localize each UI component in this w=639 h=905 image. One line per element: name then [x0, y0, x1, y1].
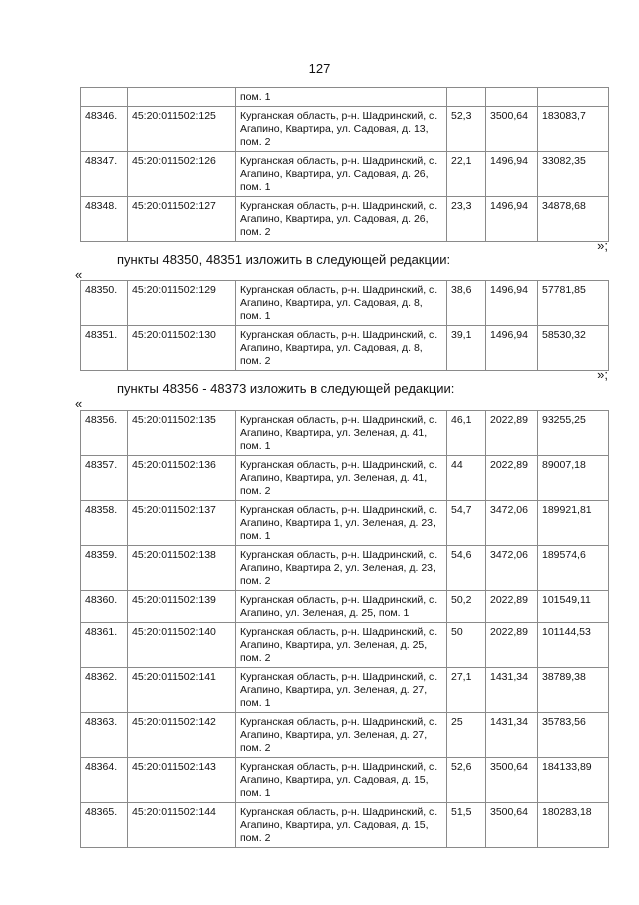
property-table-3 [80, 410, 609, 848]
cadastral-number-cell [128, 88, 236, 107]
table-row [81, 803, 609, 848]
value-cell: 35783,56 [538, 713, 609, 758]
row-number-cell [81, 88, 128, 107]
cadastral-number-cell: 45:20:011502:138 [128, 546, 236, 591]
table-row [81, 281, 609, 326]
row-number-cell: 48363. [81, 713, 128, 758]
closing-quote: »; [597, 238, 608, 253]
table-row [81, 591, 609, 623]
address-cell: Курганская область, р-н. Шадринский, с. Агапино, Квартира 1, ул. Зеленая, д. 23, пом. 1 [236, 501, 447, 546]
cadastral-number-cell: 45:20:011502:126 [128, 152, 236, 197]
row-number-cell: 48348. [81, 197, 128, 242]
table-row [81, 152, 609, 197]
value-cell: 180283,18 [538, 803, 609, 848]
address-cell: Курганская область, р-н. Шадринский, с. Агапино, Квартира, ул. Садовая, д. 15, пом. 2 [236, 803, 447, 848]
rate-cell: 3500,64 [486, 758, 538, 803]
area-cell: 25 [447, 713, 486, 758]
cadastral-number-cell: 45:20:011502:143 [128, 758, 236, 803]
cadastral-number-cell: 45:20:011502:129 [128, 281, 236, 326]
area-cell: 52,3 [447, 107, 486, 152]
opening-quote: « [75, 267, 83, 282]
cadastral-number-cell: 45:20:011502:142 [128, 713, 236, 758]
rate-cell: 1496,94 [486, 152, 538, 197]
row-number-cell: 48362. [81, 668, 128, 713]
address-cell: Курганская область, р-н. Шадринский, с. Агапино, Квартира, ул. Садовая, д. 13, пом. 2 [236, 107, 447, 152]
address-cell: Курганская область, р-н. Шадринский, с. Агапино, Квартира 2, ул. Зеленая, д. 23, пом. 2 [236, 546, 447, 591]
amendment-paragraph: пункты 48350, 48351 изложить в следующей редакции: [117, 252, 451, 267]
address-cell: Курганская область, р-н. Шадринский, с. Агапино, Квартира, ул. Зеленая, д. 25, пом. 2 [236, 623, 447, 668]
property-table-1 [80, 87, 609, 242]
rate-cell: 1431,34 [486, 668, 538, 713]
cadastral-number-cell: 45:20:011502:141 [128, 668, 236, 713]
row-number-cell: 48350. [81, 281, 128, 326]
cadastral-number-cell: 45:20:011502:137 [128, 501, 236, 546]
address-cell: Курганская область, р-н. Шадринский, с. Агапино, ул. Зеленая, д. 25, пом. 1 [236, 591, 447, 623]
cadastral-number-cell: 45:20:011502:139 [128, 591, 236, 623]
table-row [81, 411, 609, 456]
table-row [81, 713, 609, 758]
cadastral-number-cell: 45:20:011502:127 [128, 197, 236, 242]
address-cell: Курганская область, р-н. Шадринский, с. Агапино, Квартира, ул. Садовая, д. 8, пом. 2 [236, 326, 447, 371]
table-row [81, 326, 609, 371]
value-cell: 101549,11 [538, 591, 609, 623]
closing-quote: »; [597, 367, 608, 382]
table-row [81, 107, 609, 152]
row-number-cell: 48358. [81, 501, 128, 546]
table-row [81, 197, 609, 242]
cadastral-number-cell: 45:20:011502:136 [128, 456, 236, 501]
area-cell: 52,6 [447, 758, 486, 803]
rate-cell: 3472,06 [486, 546, 538, 591]
area-cell: 54,6 [447, 546, 486, 591]
address-cell: Курганская область, р-н. Шадринский, с. Агапино, Квартира, ул. Садовая, д. 26, пом. 1 [236, 152, 447, 197]
rate-cell: 3500,64 [486, 803, 538, 848]
row-number-cell: 48360. [81, 591, 128, 623]
opening-quote: « [75, 396, 83, 411]
rate-cell: 3500,64 [486, 107, 538, 152]
row-number-cell: 48347. [81, 152, 128, 197]
row-number-cell: 48365. [81, 803, 128, 848]
rate-cell: 2022,89 [486, 411, 538, 456]
value-cell: 184133,89 [538, 758, 609, 803]
rate-cell: 3472,06 [486, 501, 538, 546]
value-cell: 93255,25 [538, 411, 609, 456]
row-number-cell: 48356. [81, 411, 128, 456]
table-row [81, 456, 609, 501]
page-number: 127 [308, 61, 331, 76]
table-row [81, 758, 609, 803]
cadastral-number-cell: 45:20:011502:135 [128, 411, 236, 456]
area-cell: 22,1 [447, 152, 486, 197]
rate-cell: 1496,94 [486, 197, 538, 242]
cadastral-number-cell: 45:20:011502:130 [128, 326, 236, 371]
area-cell: 46,1 [447, 411, 486, 456]
rate-cell: 1496,94 [486, 326, 538, 371]
rate-cell: 2022,89 [486, 623, 538, 668]
area-cell: 44 [447, 456, 486, 501]
area-cell: 50,2 [447, 591, 486, 623]
address-cell: Курганская область, р-н. Шадринский, с. Агапино, Квартира, ул. Зеленая, д. 27, пом. 2 [236, 713, 447, 758]
value-cell: 33082,35 [538, 152, 609, 197]
property-table-2 [80, 280, 609, 371]
row-number-cell: 48357. [81, 456, 128, 501]
value-cell [538, 88, 609, 107]
row-number-cell: 48346. [81, 107, 128, 152]
area-cell: 23,3 [447, 197, 486, 242]
cadastral-number-cell: 45:20:011502:125 [128, 107, 236, 152]
address-cell: Курганская область, р-н. Шадринский, с. Агапино, Квартира, ул. Зеленая, д. 27, пом. 1 [236, 668, 447, 713]
row-number-cell: 48364. [81, 758, 128, 803]
value-cell: 57781,85 [538, 281, 609, 326]
area-cell [447, 88, 486, 107]
table-row [81, 501, 609, 546]
table-row [81, 623, 609, 668]
area-cell: 39,1 [447, 326, 486, 371]
row-number-cell: 48351. [81, 326, 128, 371]
area-cell: 50 [447, 623, 486, 668]
rate-cell [486, 88, 538, 107]
value-cell: 34878,68 [538, 197, 609, 242]
address-cell: Курганская область, р-н. Шадринский, с. Агапино, Квартира, ул. Садовая, д. 26, пом. 2 [236, 197, 447, 242]
value-cell: 38789,38 [538, 668, 609, 713]
value-cell: 101144,53 [538, 623, 609, 668]
rate-cell: 2022,89 [486, 456, 538, 501]
address-cell: Курганская область, р-н. Шадринский, с. Агапино, Квартира, ул. Зеленая, д. 41, пом. 2 [236, 456, 447, 501]
address-cell: пом. 1 [236, 88, 447, 107]
value-cell: 189574,6 [538, 546, 609, 591]
value-cell: 183083,7 [538, 107, 609, 152]
rate-cell: 2022,89 [486, 591, 538, 623]
value-cell: 58530,32 [538, 326, 609, 371]
cadastral-number-cell: 45:20:011502:144 [128, 803, 236, 848]
address-cell: Курганская область, р-н. Шадринский, с. Агапино, Квартира, ул. Зеленая, д. 41, пом. 1 [236, 411, 447, 456]
amendment-paragraph: пункты 48356 - 48373 изложить в следующей редакции: [117, 381, 455, 396]
row-number-cell: 48359. [81, 546, 128, 591]
row-number-cell: 48361. [81, 623, 128, 668]
address-cell: Курганская область, р-н. Шадринский, с. Агапино, Квартира, ул. Садовая, д. 8, пом. 1 [236, 281, 447, 326]
table-row [81, 88, 609, 107]
rate-cell: 1496,94 [486, 281, 538, 326]
area-cell: 27,1 [447, 668, 486, 713]
area-cell: 38,6 [447, 281, 486, 326]
table-row [81, 668, 609, 713]
area-cell: 51,5 [447, 803, 486, 848]
rate-cell: 1431,34 [486, 713, 538, 758]
value-cell: 89007,18 [538, 456, 609, 501]
value-cell: 189921,81 [538, 501, 609, 546]
address-cell: Курганская область, р-н. Шадринский, с. Агапино, Квартира, ул. Садовая, д. 15, пом. 1 [236, 758, 447, 803]
cadastral-number-cell: 45:20:011502:140 [128, 623, 236, 668]
area-cell: 54,7 [447, 501, 486, 546]
table-row [81, 546, 609, 591]
